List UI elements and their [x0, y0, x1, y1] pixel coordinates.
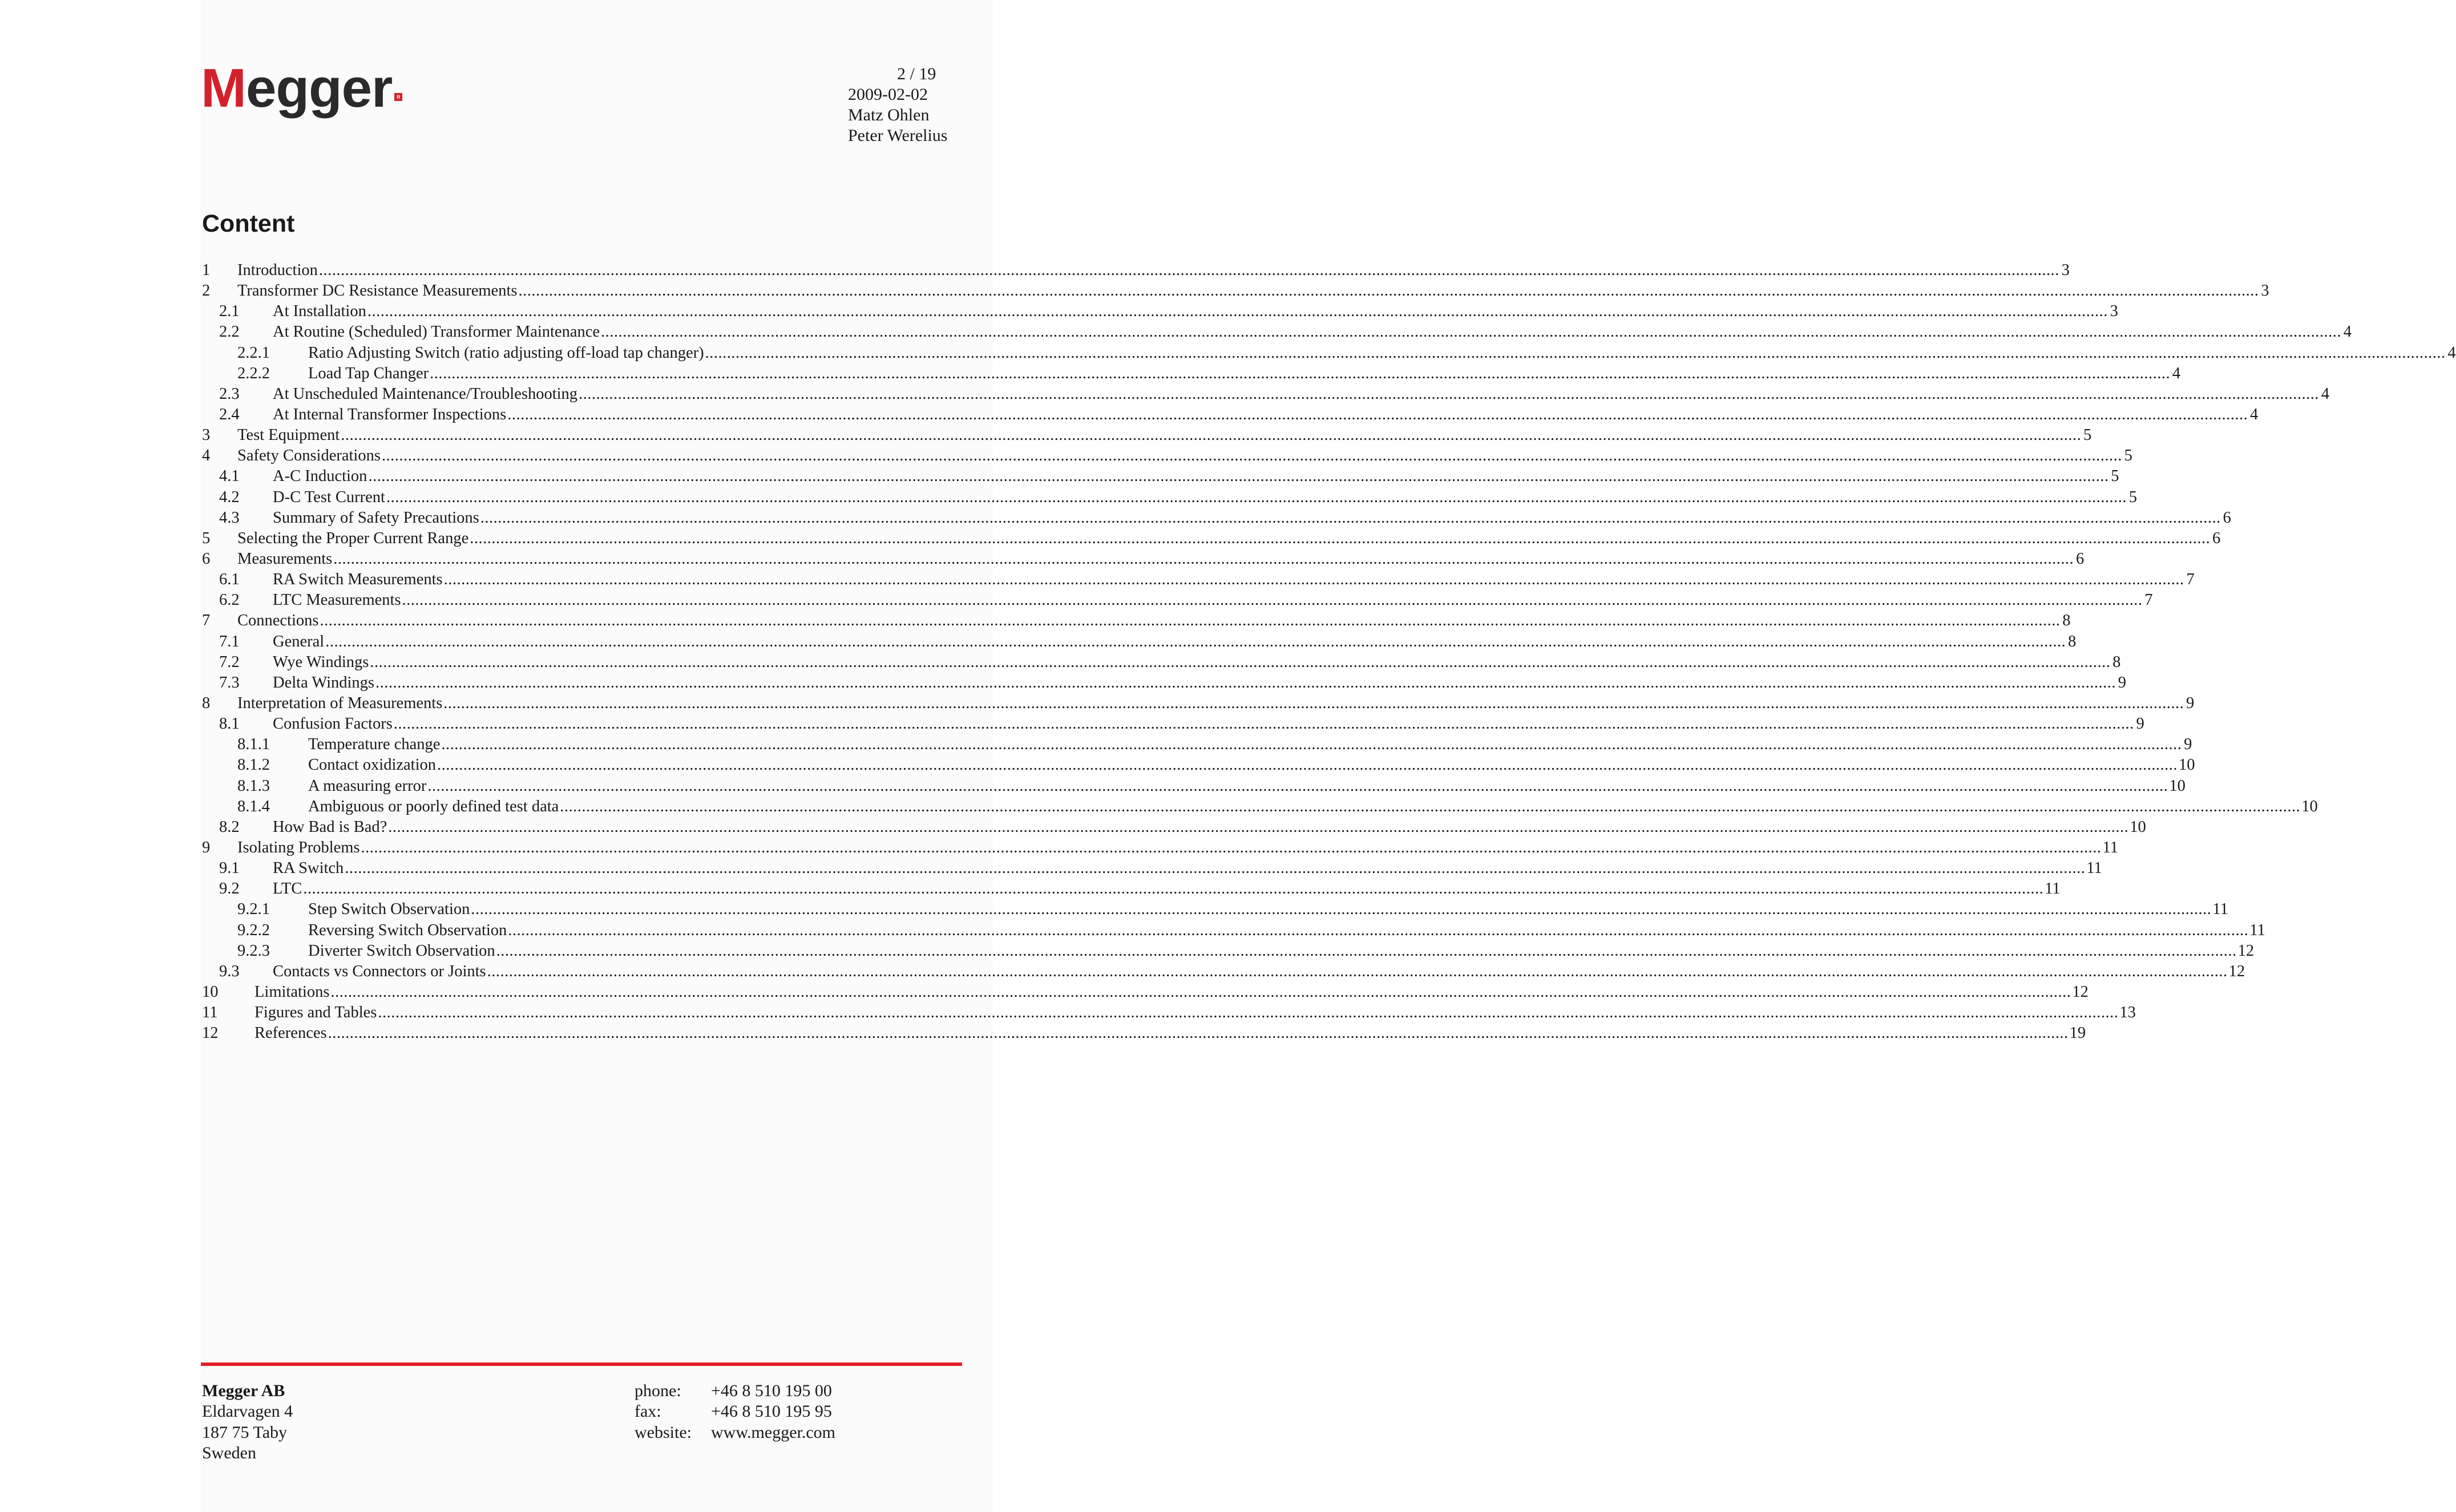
toc-entry[interactable]	[202, 322, 2352, 342]
toc-entry-page: 4	[2343, 323, 2352, 341]
toc-entry-title: Diverter Switch Observation	[308, 941, 495, 960]
toc-dot-leader: ................................................................................................................................................................................................................................................................................................................................................................................................................	[320, 612, 2061, 630]
toc-dot-leader: ................................................................................................................................................................................................................................................................................................................................................................................................................	[375, 673, 2116, 692]
toc-dot-leader: ................................................................................................................................................................................................................................................................................................................................................................................................................	[471, 900, 2212, 919]
toc-entry[interactable]	[202, 343, 2456, 363]
toc-entry[interactable]	[202, 838, 2118, 858]
toc-entry-number: 9.3	[219, 962, 240, 980]
toc-entry[interactable]	[202, 961, 2245, 982]
footer-contact-info	[635, 1381, 835, 1443]
toc-entry[interactable]	[202, 734, 2192, 755]
toc-entry-title: Load Tap Changer	[308, 364, 429, 382]
toc-entry[interactable]	[202, 941, 2255, 961]
toc-dot-leader: ................................................................................................................................................................................................................................................................................................................................................................................................................	[370, 653, 2111, 671]
toc-dot-leader: ................................................................................................................................................................................................................................................................................................................................................................................................................	[560, 797, 2301, 815]
toc-dot-leader: ................................................................................................................................................................................................................................................................................................................................................................................................................	[386, 488, 2127, 506]
table-of-contents	[202, 260, 2456, 1044]
toc-entry-title: RA Switch Measurements	[273, 571, 443, 589]
toc-entry-page: 6	[2075, 550, 2085, 568]
toc-entry-title: D-C Test Current	[273, 488, 385, 506]
toc-entry-number: 4	[202, 447, 211, 465]
toc-entry-page: 12	[2237, 941, 2255, 960]
toc-dot-leader: ................................................................................................................................................................................................................................................................................................................................................................................................................	[579, 385, 2320, 403]
toc-entry[interactable]	[202, 281, 2269, 301]
toc-entry-title: At Internal Transformer Inspections	[273, 406, 507, 424]
toc-entry-title: Connections	[237, 612, 319, 630]
toc-entry-number: 2.3	[219, 385, 240, 403]
toc-entry-title: Figures and Tables	[255, 1004, 377, 1022]
toc-entry[interactable]	[202, 632, 2077, 652]
toc-entry-title: Safety Considerations	[237, 447, 381, 465]
author-name: Matz Ohlen	[848, 106, 930, 124]
toc-dot-leader: ................................................................................................................................................................................................................................................................................................................................................................................................................	[437, 756, 2178, 774]
contact-label: phone:	[635, 1381, 681, 1400]
toc-dot-leader: ................................................................................................................................................................................................................................................................................................................................................................................................................	[333, 550, 2074, 568]
toc-dot-leader: ................................................................................................................................................................................................................................................................................................................................................................................................................	[361, 839, 2102, 856]
toc-entry-page: 3	[2110, 302, 2118, 321]
toc-entry-page: 9	[2118, 673, 2127, 692]
toc-dot-leader: ................................................................................................................................................................................................................................................................................................................................................................................................................	[345, 859, 2086, 878]
toc-entry-title: RA Switch	[273, 859, 344, 878]
toc-dot-leader: ................................................................................................................................................................................................................................................................................................................................................................................................................	[341, 426, 2082, 444]
toc-entry-title: Measurements	[237, 550, 333, 568]
footer-divider	[201, 1363, 962, 1366]
toc-entry-title: References	[255, 1024, 327, 1042]
toc-dot-leader: ................................................................................................................................................................................................................................................................................................................................................................................................................	[430, 364, 2171, 382]
toc-entry-number: 7.3	[219, 673, 240, 692]
toc-entry[interactable]	[202, 817, 2146, 838]
toc-entry-number: 2	[202, 282, 211, 300]
registered-mark-icon: R	[394, 93, 402, 101]
toc-entry-page: 9	[2184, 735, 2192, 754]
toc-entry-number: 4.1	[219, 467, 240, 486]
toc-dot-leader: ................................................................................................................................................................................................................................................................................................................................................................................................................	[330, 983, 2071, 1001]
toc-entry-number: 9.2.3	[237, 941, 270, 960]
toc-entry-number: 9	[202, 839, 211, 856]
toc-entry-page: 4	[2249, 406, 2259, 424]
toc-entry[interactable]	[202, 920, 2265, 941]
page-title: Content	[202, 210, 295, 237]
toc-entry-number: 2.1	[219, 302, 240, 321]
document-date: 2009-02-02	[848, 85, 928, 104]
toc-entry-number: 7.1	[219, 632, 240, 650]
toc-entry[interactable]	[202, 384, 2330, 405]
website-link[interactable]: www.megger.com	[711, 1422, 835, 1442]
toc-entry[interactable]	[202, 446, 2132, 466]
toc-entry[interactable]	[202, 466, 2119, 487]
toc-dot-leader: ................................................................................................................................................................................................................................................................................................................................................................................................................	[303, 880, 2044, 898]
toc-entry-number: 9.2.2	[237, 921, 270, 939]
toc-entry-title: Temperature change	[308, 735, 441, 754]
toc-entry-title: Test Equipment	[237, 426, 340, 444]
toc-dot-leader: ................................................................................................................................................................................................................................................................................................................................................................................................................	[393, 715, 2134, 733]
toc-entry[interactable]	[202, 569, 2195, 590]
contact-value: +46 8 510 195 95	[711, 1402, 832, 1421]
toc-dot-leader: ................................................................................................................................................................................................................................................................................................................................................................................................................	[318, 261, 2059, 280]
toc-dot-leader: ................................................................................................................................................................................................................................................................................................................................................................................................................	[441, 735, 2182, 754]
footer-company-info	[202, 1381, 293, 1464]
toc-dot-leader: ................................................................................................................................................................................................................................................................................................................................................................................................................	[470, 529, 2211, 547]
toc-entry-title: Transformer DC Resistance Measurements	[237, 282, 518, 300]
toc-entry-page: 7	[2186, 571, 2195, 589]
toc-entry-title: LTC Measurements	[273, 591, 401, 609]
toc-entry-number: 9.2.1	[237, 900, 270, 919]
toc-entry-page: 10	[2179, 756, 2195, 774]
toc-entry[interactable]	[202, 508, 2231, 528]
toc-dot-leader: ................................................................................................................................................................................................................................................................................................................................................................................................................	[378, 1004, 2119, 1022]
toc-entry-number: 7.2	[219, 653, 240, 671]
company-name: Megger AB	[202, 1381, 285, 1400]
contact-row-phone	[635, 1381, 835, 1401]
toc-entry-page: 6	[2212, 529, 2221, 547]
toc-entry[interactable]	[202, 528, 2221, 549]
toc-entry-page: 12	[2228, 962, 2245, 980]
toc-entry-number: 12	[202, 1024, 219, 1042]
toc-dot-leader: ................................................................................................................................................................................................................................................................................................................................................................................................................	[480, 508, 2221, 527]
toc-entry[interactable]	[202, 776, 2186, 797]
toc-entry-title: How Bad is Bad?	[273, 818, 387, 836]
toc-entry-number: 6	[202, 550, 211, 568]
toc-entry[interactable]	[202, 1002, 2136, 1023]
toc-dot-leader: ................................................................................................................................................................................................................................................................................................................................................................................................................	[443, 694, 2184, 713]
toc-entry-page: 10	[2301, 797, 2318, 815]
toc-entry-title: Contact oxidization	[308, 756, 436, 774]
toc-entry-page: 11	[2212, 900, 2228, 919]
toc-entry[interactable]	[202, 982, 2089, 1002]
address-line: Sweden	[202, 1443, 256, 1462]
contact-row-website	[635, 1422, 835, 1443]
toc-entry[interactable]	[202, 693, 2195, 714]
toc-entry-number: 9.2	[219, 880, 240, 898]
contact-value: +46 8 510 195 00	[711, 1381, 832, 1400]
toc-entry-number: 6.1	[219, 571, 240, 589]
toc-entry-title: Wye Windings	[273, 653, 369, 671]
toc-entry-title: Summary of Safety Precautions	[273, 508, 479, 527]
toc-entry-number: 7	[202, 612, 211, 630]
address-line: 187 75 Taby	[202, 1422, 288, 1442]
toc-entry-number: 11	[202, 1004, 218, 1022]
toc-entry-page: 11	[2249, 921, 2265, 939]
page-number: 2 / 19	[897, 64, 936, 83]
toc-entry-page: 4	[2172, 364, 2181, 382]
toc-entry-page: 13	[2119, 1004, 2136, 1022]
toc-entry[interactable]	[202, 899, 2228, 920]
toc-dot-leader: ................................................................................................................................................................................................................................................................................................................................................................................................................	[705, 343, 2446, 362]
contact-label: fax:	[635, 1402, 661, 1421]
toc-entry[interactable]	[202, 590, 2153, 611]
toc-dot-leader: ................................................................................................................................................................................................................................................................................................................................................................................................................	[518, 282, 2259, 300]
toc-dot-leader: ................................................................................................................................................................................................................................................................................................................................................................................................................	[325, 632, 2066, 650]
toc-dot-leader: ................................................................................................................................................................................................................................................................................................................................................................................................................	[427, 777, 2168, 795]
toc-entry-title: A-C Induction	[273, 467, 367, 486]
toc-entry[interactable]	[202, 405, 2259, 425]
toc-entry-number: 8.1.3	[237, 777, 270, 795]
toc-entry-page: 5	[2128, 488, 2137, 506]
toc-entry-page: 5	[2083, 426, 2092, 444]
toc-entry-number: 2.4	[219, 406, 240, 424]
toc-entry-number: 1	[202, 261, 211, 280]
toc-dot-leader: ................................................................................................................................................................................................................................................................................................................................................................................................................	[381, 447, 2122, 465]
toc-entry-title: Selecting the Proper Current Range	[237, 529, 469, 547]
toc-entry-title: Contacts vs Connectors or Joints	[273, 962, 486, 980]
toc-entry-page: 3	[2261, 282, 2269, 300]
toc-entry-page: 8	[2067, 632, 2077, 650]
toc-entry[interactable]	[202, 425, 2092, 446]
contact-row-fax	[635, 1401, 835, 1422]
toc-entry[interactable]	[202, 549, 2085, 569]
toc-entry-number: 5	[202, 529, 211, 547]
toc-entry[interactable]	[202, 363, 2181, 384]
toc-entry-number: 2.2	[219, 323, 240, 341]
toc-entry-page: 12	[2072, 983, 2089, 1001]
toc-entry-number: 3	[202, 426, 211, 444]
toc-entry[interactable]	[202, 611, 2071, 631]
toc-entry-number: 8.2	[219, 818, 240, 836]
toc-dot-leader: ................................................................................................................................................................................................................................................................................................................................................................................................................	[443, 571, 2184, 589]
toc-entry-page: 4	[2321, 385, 2330, 403]
toc-entry-page: 11	[2102, 839, 2118, 856]
toc-entry-page: 10	[2130, 818, 2146, 836]
toc-entry-number: 8	[202, 694, 211, 713]
toc-entry-title: At Unscheduled Maintenance/Troubleshooting	[273, 385, 578, 403]
toc-entry-title: Step Switch Observation	[308, 900, 470, 919]
toc-entry-title: Introduction	[237, 261, 318, 280]
toc-entry-page: 5	[2124, 447, 2132, 465]
toc-entry-page: 8	[2112, 653, 2121, 671]
toc-entry-title: LTC	[273, 880, 302, 898]
toc-entry-title: Delta Windings	[273, 673, 375, 692]
toc-entry-page: 9	[2186, 694, 2195, 713]
toc-entry-title: Isolating Problems	[237, 839, 360, 856]
toc-entry-page: 10	[2169, 777, 2186, 795]
toc-entry-page: 6	[2223, 508, 2231, 527]
toc-entry[interactable]	[202, 755, 2195, 775]
toc-entry-number: 8.1.4	[237, 797, 270, 815]
document-header-info	[848, 64, 947, 146]
contact-label: website:	[635, 1422, 692, 1442]
toc-entry-number: 8.1.1	[237, 735, 270, 754]
toc-entry-title: Limitations	[255, 983, 330, 1001]
toc-dot-leader: ................................................................................................................................................................................................................................................................................................................................................................................................................	[508, 921, 2249, 939]
toc-entry-title: Confusion Factors	[273, 715, 393, 733]
toc-entry-title: At Routine (Scheduled) Transformer Maintenance	[273, 323, 600, 341]
toc-entry-number: 6.2	[219, 591, 240, 609]
toc-entry[interactable]	[202, 260, 2070, 281]
toc-dot-leader: ................................................................................................................................................................................................................................................................................................................................................................................................................	[328, 1024, 2069, 1042]
toc-entry-page: 5	[2111, 467, 2119, 486]
toc-entry-title: Ambiguous or poorly defined test data	[308, 797, 559, 815]
toc-entry[interactable]	[202, 652, 2121, 673]
toc-entry-page: 19	[2069, 1024, 2086, 1042]
toc-dot-leader: ................................................................................................................................................................................................................................................................................................................................................................................................................	[388, 818, 2129, 836]
toc-entry-number: 10	[202, 983, 219, 1001]
toc-entry[interactable]	[202, 673, 2127, 693]
toc-entry-number: 4.3	[219, 508, 240, 527]
toc-entry-title: At Installation	[273, 302, 366, 321]
address-line: Eldarvagen 4	[202, 1402, 293, 1421]
toc-dot-leader: ................................................................................................................................................................................................................................................................................................................................................................................................................	[402, 591, 2143, 609]
toc-entry-page: 3	[2061, 261, 2070, 280]
toc-entry[interactable]	[202, 797, 2318, 817]
toc-dot-leader: ................................................................................................................................................................................................................................................................................................................................................................................................................	[367, 302, 2108, 321]
toc-entry[interactable]	[202, 1023, 2086, 1044]
toc-entry-page: 7	[2144, 591, 2153, 609]
toc-entry-title: Reversing Switch Observation	[308, 921, 507, 939]
toc-entry-number: 2.2.2	[237, 364, 270, 382]
toc-dot-leader: ................................................................................................................................................................................................................................................................................................................................................................................................................	[368, 467, 2109, 486]
toc-entry-page: 11	[2086, 859, 2102, 878]
toc-entry[interactable]	[202, 858, 2102, 879]
toc-entry-number: 9.1	[219, 859, 240, 878]
toc-dot-leader: ................................................................................................................................................................................................................................................................................................................................................................................................................	[487, 962, 2228, 980]
toc-entry[interactable]	[202, 714, 2144, 734]
author-name: Peter Werelius	[848, 126, 948, 145]
toc-entry-title: General	[273, 632, 325, 650]
toc-dot-leader: ................................................................................................................................................................................................................................................................................................................................................................................................................	[601, 323, 2342, 341]
toc-entry[interactable]	[202, 879, 2061, 899]
toc-dot-leader: ................................................................................................................................................................................................................................................................................................................................................................................................................	[507, 406, 2248, 424]
toc-entry-number: 8.1	[219, 715, 240, 733]
toc-entry-title: Ratio Adjusting Switch (ratio adjusting off-load tap changer)	[308, 343, 704, 362]
toc-entry-page: 9	[2136, 715, 2144, 733]
toc-entry-page: 11	[2045, 880, 2061, 898]
toc-entry[interactable]	[202, 487, 2137, 508]
toc-entry[interactable]	[202, 301, 2118, 322]
toc-entry-page: 4	[2447, 343, 2456, 362]
toc-entry-number: 8.1.2	[237, 756, 270, 774]
megger-logo: Megger R	[201, 57, 402, 120]
toc-entry-page: 8	[2062, 612, 2071, 630]
toc-entry-title: A measuring error	[308, 777, 427, 795]
toc-entry-number: 4.2	[219, 488, 240, 506]
toc-dot-leader: ................................................................................................................................................................................................................................................................................................................................................................................................................	[496, 941, 2237, 960]
toc-entry-title: Interpretation of Measurements	[237, 694, 443, 713]
toc-entry-number: 2.2.1	[237, 343, 270, 362]
